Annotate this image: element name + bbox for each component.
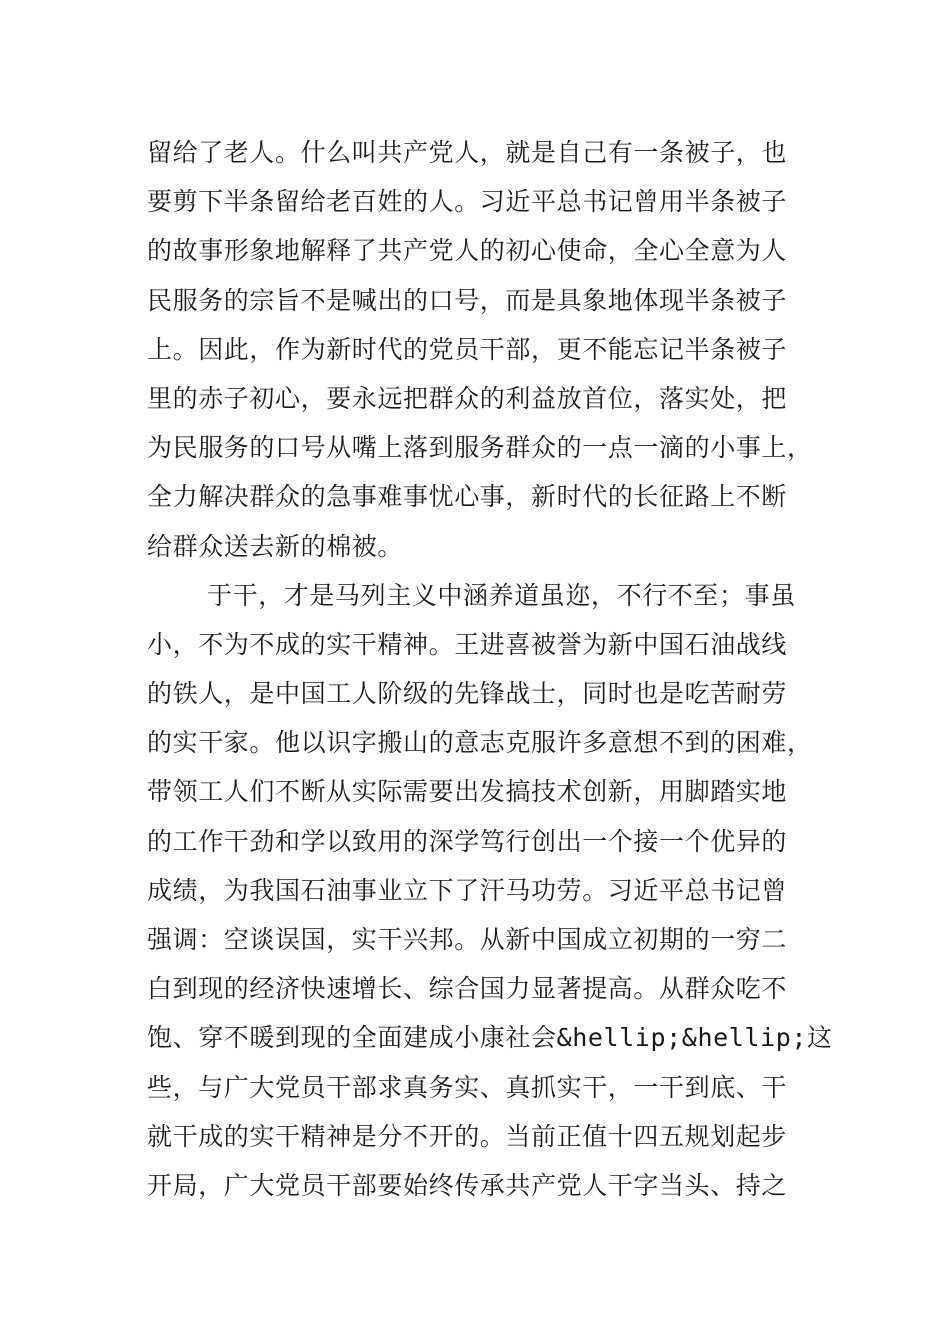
body-text (147, 128, 833, 1210)
text-line: 里的赤子初心，要永远把群众的利益放首位，落实处，把 (147, 383, 788, 413)
text-line: 的实干家。他以识字搬山的意志克服许多意想不到的困难， (147, 728, 813, 758)
text-line: 白到现的经济快速增长、综合国力显著提高。从群众吃不 (147, 974, 788, 1004)
text-line: 民服务的宗旨不是喊出的口号，而是具象地体现半条被子 (147, 285, 788, 315)
text-line: 给群众送去新的棉被。 (147, 531, 404, 561)
text-line: 的工作干劲和学以致用的深学笃行创出一个接一个优异的 (147, 826, 788, 856)
text-line: 就干成的实干精神是分不开的。当前正值十四五规划起步 (147, 1121, 788, 1151)
text-line: 成绩，为我国石油事业立下了汗马功劳。习近平总书记曾 (147, 875, 788, 905)
text-line: 的故事形象地解释了共产党人的初心使命，全心全意为人 (147, 236, 788, 266)
text-line: 的铁人，是中国工人阶级的先锋战士，同时也是吃苦耐劳 (147, 679, 788, 709)
text-line: 开局，广大党员干部要始终传承共产党人干字当头、持之 (147, 1170, 788, 1200)
text-line: 强调：空谈误国，实干兴邦。从新中国成立初期的一穷二 (147, 925, 788, 954)
text-line: 上。因此，作为新时代的党员干部，更不能忘记半条被子 (147, 334, 788, 364)
text-line: 小，不为不成的实干精神。王进喜被誉为新中国石油战线 (147, 629, 788, 659)
text-line: 要剪下半条留给老百姓的人。习近平总书记曾用半条被子 (147, 187, 788, 217)
text-line: 些，与广大党员干部求真务实、真抓实干，一干到底、干 (147, 1072, 788, 1102)
text-line: 全力解决群众的急事难事忧心事，新时代的长征路上不断 (147, 482, 788, 512)
text-line: 带领工人们不断从实际需要出发搞技术创新，用脚踏实地 (147, 777, 788, 807)
text-line: 为民服务的口号从嘴上落到服务群众的一点一滴的小事上， (147, 433, 813, 463)
paragraph-first-line: 于干，才是马列主义中涵养道虽迩，不行不至；事虽 (207, 580, 796, 610)
text-line: 留给了老人。什么叫共产党人，就是自己有一条被子，也 (147, 138, 788, 167)
text-line: 饱、穿不暖到现的全面建成小康社会&hellip;&hellip;这 (147, 1023, 833, 1053)
